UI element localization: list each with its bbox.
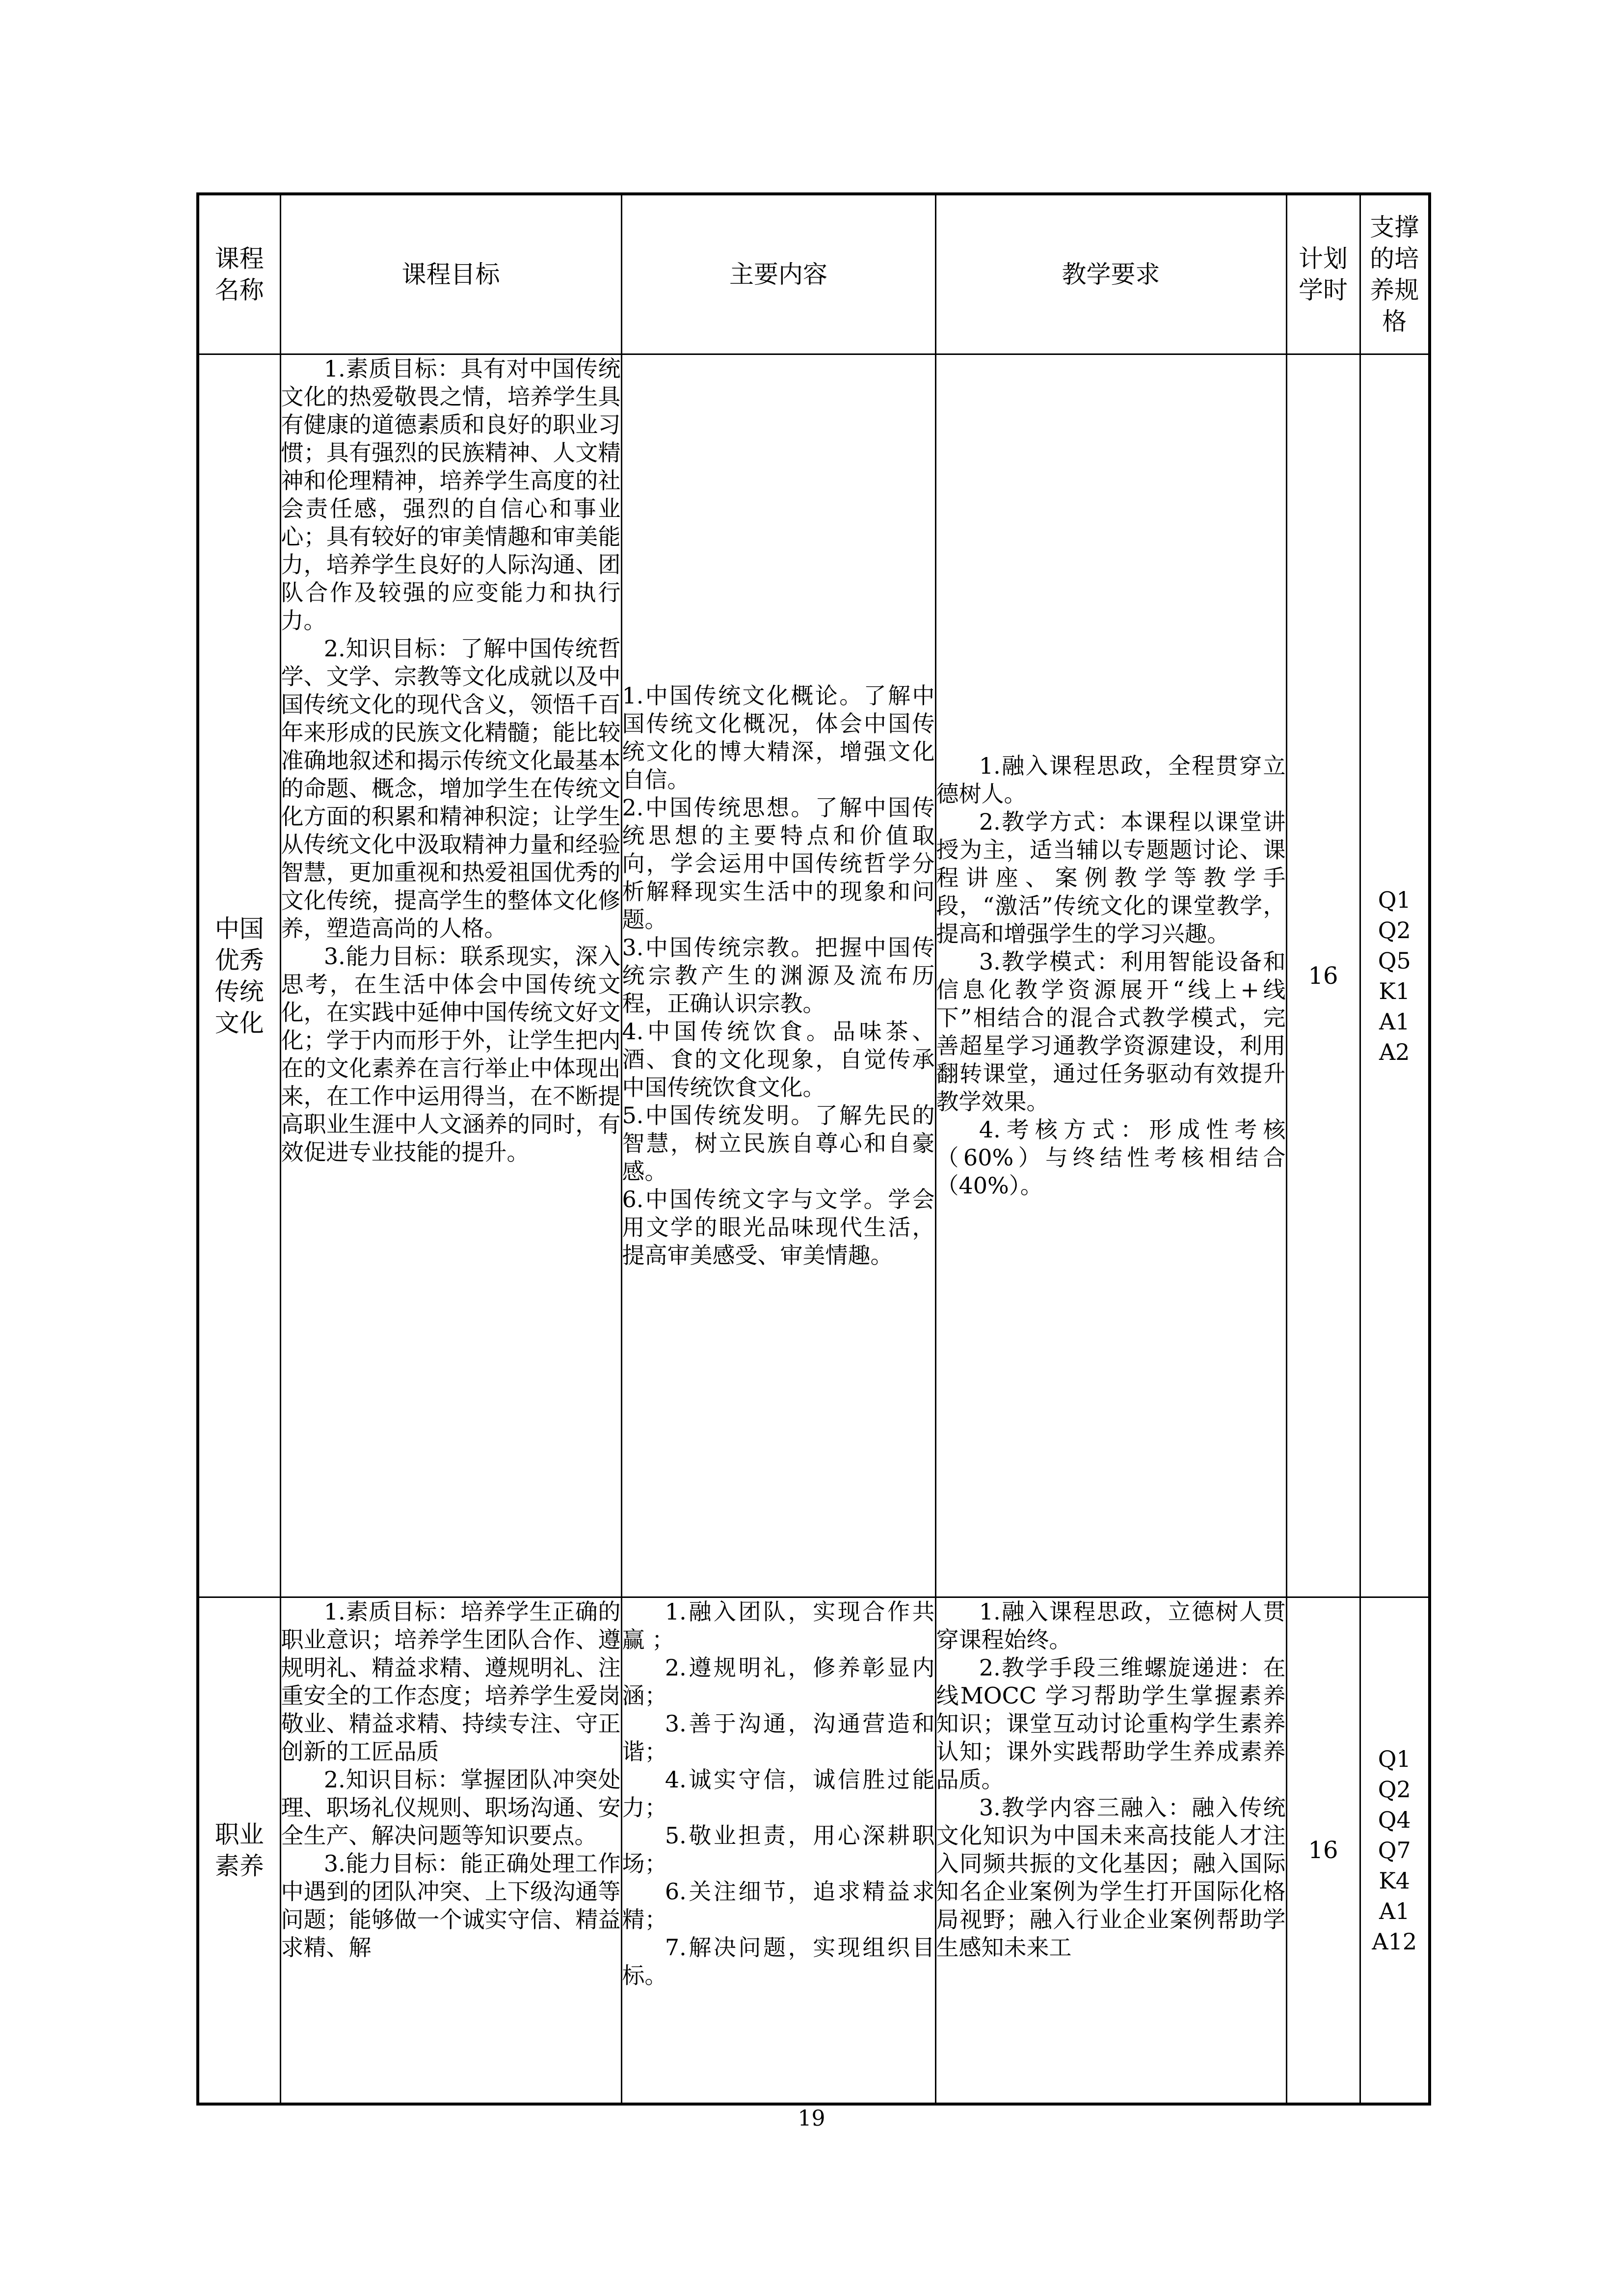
content-item: 4.中国传统饮食。品味茶、酒、食的文化现象，自觉传承中国传统饮食文化。 [622, 1018, 935, 1101]
header-hours: 计划学时 [1286, 194, 1360, 354]
page-number: 19 [798, 2106, 825, 2131]
course-name: 职业素养 [214, 1820, 264, 1880]
table-row [198, 1597, 1430, 2104]
header-objectives: 课程目标 [280, 194, 621, 354]
spec-code: Q2 [1378, 1776, 1411, 1803]
spec-code: K1 [1379, 977, 1410, 1004]
spec-code: Q1 [1378, 886, 1411, 913]
spec-code: A2 [1379, 1038, 1410, 1065]
table-row [198, 354, 1430, 1597]
content-item: 1.融入团队，实现合作共赢 ； [622, 1598, 935, 1653]
requirement-item: 1.融入课程思政，立德树人贯穿课程始终。 [936, 1598, 1286, 1653]
objective-item: 2.知识目标：掌握团队冲突处理、职场礼仪规则、职场沟通、安全生产、解决问题等知识要点。 [281, 1766, 621, 1849]
requirement-item: 4.考核方式：形成性考核（60%）与终结性考核相结合（40%）。 [936, 1116, 1286, 1199]
header-specs: 支撑的培养规格 [1360, 194, 1430, 354]
content-item: 3.中国传统宗教。把握中国传统宗教产生的渊源及流布历程，正确认识宗教。 [622, 934, 935, 1017]
content-cell [621, 1597, 935, 2104]
spec-code: A1 [1379, 1008, 1410, 1035]
requirement-item: 2.教学方式：本课程以课堂讲授为主，适当辅以专题题讨论、课程讲座、案例教学等教学手段，“激活”传统文化的课堂教学，提高和增强学生的学习兴趣。 [936, 808, 1286, 947]
header-course-name: 课程名称 [198, 194, 280, 354]
objectives-cell [280, 354, 621, 1597]
requirement-item: 1.融入课程思政，全程贯穿立德树人。 [936, 752, 1286, 807]
content-item: 5.敬业担责，用心深耕职场； [622, 1822, 935, 1877]
objective-item: 1.素质目标：具有对中国传统文化的热爱敬畏之情，培养学生具有健康的道德素质和良好的职业习惯；具有强烈的民族精神、人文精神和伦理精神，培养学生高度的社会责任感，强烈的自信心和事业心；具有较好的审美情趣和审美能力，培养学生良好的人际沟通、团队合作及较强的应变能力和执行力。 [281, 355, 621, 634]
content-item: 5.中国传统发明。了解先民的智慧，树立民族自尊心和自豪感。 [622, 1102, 935, 1185]
spec-code: Q5 [1378, 947, 1411, 974]
requirement-item: 3.教学内容三融入：融入传统文化知识为中国未来高技能人才注入同频共振的文化基因；融入国际知名企业案例为学生打开国际化格局视野；融入行业企业案例帮助学生感知未来工 [936, 1794, 1286, 1961]
content-item: 4.诚实守信，诚信胜过能力； [622, 1766, 935, 1821]
requirement-item: 2.教学手段三维螺旋递进：在线MOCC 学习帮助学生掌握素养知识；课堂互动讨论重构学生素养认知；课外实践帮助学生养成素养品质。 [936, 1654, 1286, 1793]
content-item: 3.善于沟通，沟通营造和谐； [622, 1710, 935, 1765]
requirements-cell [935, 1597, 1286, 2104]
course-name-cell [198, 354, 280, 1597]
spec-code: K4 [1379, 1867, 1410, 1894]
specs-cell [1360, 1597, 1430, 2104]
objective-item: 3.能力目标：能正确处理工作中遇到的团队冲突、上下级沟通等问题；能够做一个诚实守信、精益求精、解 [281, 1850, 621, 1961]
content-item: 1.中国传统文化概论。了解中国传统文化概况，体会中国传统文化的博大精深，增强文化自信。 [622, 682, 935, 793]
header-content: 主要内容 [621, 194, 935, 354]
table-header-row [198, 194, 1430, 354]
content-item: 2.中国传统思想。了解中国传统思想的主要特点和价值取向，学会运用中国传统哲学分析解释现实生活中的现象和问题。 [622, 794, 935, 933]
objectives-cell [280, 1597, 621, 2104]
course-name: 中国优秀传统文化 [214, 914, 264, 1037]
specs-cell [1360, 354, 1430, 1597]
requirements-cell [935, 354, 1286, 1597]
spec-code: Q4 [1378, 1806, 1411, 1833]
objective-item: 3.能力目标：联系现实，深入思考，在生活中体会中国传统文化，在实践中延伸中国传统文好文化；学于内而形于外，让学生把内在的文化素养在言行举止中体现出来，在工作中运用得当，在不断提高职业生涯中人文涵养的同时，有效促进专业技能的提升。 [281, 943, 621, 1165]
objective-item: 2.知识目标：了解中国传统哲学、文学、宗教等文化成就以及中国传统文化的现代含义，领悟千百年来形成的民族文化精髓；能比较准确地叙述和揭示传统文化最基本的命题、概念，增加学生在传统文化方面的积累和精神积淀；让学生从传统文化中汲取精神力量和经验智慧，更加重视和热爱祖国优秀的文化传统，提高学生的整体文化修养，塑造高尚的人格。 [281, 635, 621, 942]
content-item: 6.关注细节，追求精益求精； [622, 1878, 935, 1933]
spec-code: Q7 [1378, 1837, 1411, 1864]
hours-cell: 16 [1286, 1597, 1360, 2104]
objective-item: 1.素质目标：培养学生正确的职业意识；培养学生团队合作、遵规明礼、精益求精、遵规明礼、注重安全的工作态度；培养学生爱岗敬业、精益求精、持续专注、守正创新的工匠品质 [281, 1598, 621, 1765]
spec-code: A12 [1372, 1928, 1417, 1955]
content-item: 6.中国传统文字与文学。学会用文学的眼光品味现代生活，提高审美感受、审美情趣。 [622, 1186, 935, 1269]
hours-cell: 16 [1286, 354, 1360, 1597]
content-cell [621, 354, 935, 1597]
spec-code: Q1 [1378, 1745, 1411, 1772]
course-table [196, 192, 1431, 2106]
course-name-cell [198, 1597, 280, 2104]
spec-code: A1 [1379, 1897, 1410, 1924]
content-item: 2.遵规明礼，修养彰显内涵； [622, 1654, 935, 1709]
header-requirements: 教学要求 [935, 194, 1286, 354]
content-item: 7.解决问题，实现组织目标。 [622, 1934, 935, 1989]
spec-code: Q2 [1378, 917, 1411, 944]
requirement-item: 3.教学模式：利用智能设备和信息化教学资源展开“线上+线下”相结合的混合式教学模式，完善超星学习通教学资源建设，利用翻转课堂，通过任务驱动有效提升教学效果。 [936, 948, 1286, 1115]
